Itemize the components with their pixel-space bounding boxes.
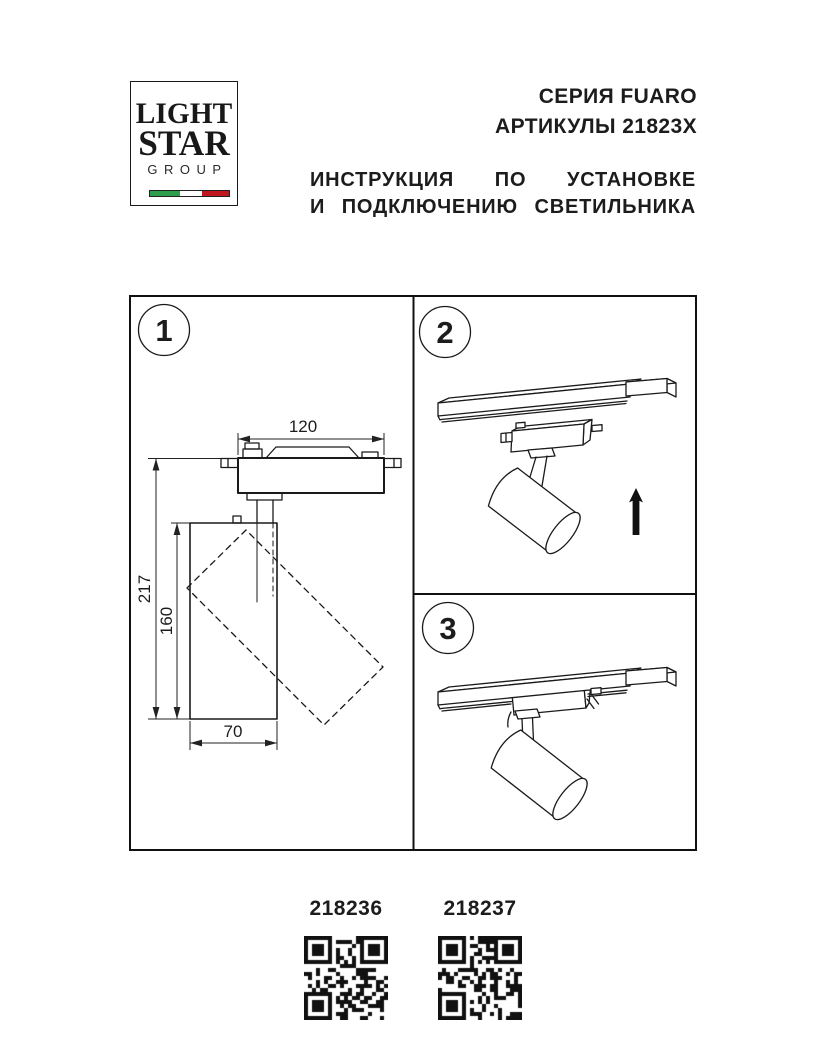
qr-code bbox=[438, 936, 522, 1020]
logo-word-light: LIGHT bbox=[135, 97, 233, 130]
flag-red-segment bbox=[202, 191, 229, 196]
panel-1-drawing bbox=[135, 417, 401, 750]
panel-3-badge bbox=[423, 603, 474, 654]
track-adapter bbox=[501, 420, 602, 453]
panel-2-badge bbox=[420, 307, 471, 358]
dimension-label-total-height: 217 bbox=[135, 574, 154, 604]
series-block bbox=[495, 82, 697, 142]
instruction-line-1: ИНСТРУКЦИЯ ПО УСТАНОВКЕ bbox=[310, 169, 696, 191]
dimension-label-body-width: 70 bbox=[223, 722, 243, 741]
flag-green-segment bbox=[150, 191, 180, 196]
figure-frame bbox=[130, 296, 696, 850]
figure-grid bbox=[129, 295, 697, 851]
up-arrow-icon bbox=[629, 488, 643, 535]
dimension-label-adapter-width: 120 bbox=[288, 417, 318, 436]
dimension-label-body-height: 160 bbox=[157, 606, 176, 636]
panel-1-badge bbox=[139, 305, 190, 356]
panel-3-number: 3 bbox=[439, 611, 457, 646]
series-title: СЕРИЯ FUARO bbox=[538, 85, 697, 108]
product-218237 bbox=[438, 897, 522, 1020]
product-code: 218237 bbox=[443, 897, 517, 920]
qr-code bbox=[304, 936, 388, 1020]
italian-flag-bar bbox=[149, 190, 230, 197]
logo-word-group: GROUP bbox=[147, 162, 228, 177]
lightstar-logo bbox=[130, 81, 238, 206]
spotlight-installed bbox=[491, 709, 593, 825]
product-code: 218236 bbox=[309, 897, 383, 920]
articles-title: АРТИКУЛЫ 21823X bbox=[495, 115, 697, 138]
instruction-heading bbox=[310, 167, 696, 221]
dashed-rotation-outline bbox=[187, 530, 383, 725]
dimension-lines bbox=[148, 433, 384, 750]
panel-2-number: 2 bbox=[436, 315, 454, 350]
panel-3-drawing bbox=[438, 668, 676, 825]
spotlight-body-side-view bbox=[190, 516, 277, 719]
flag-white-segment bbox=[180, 191, 202, 196]
logo-word-star: STAR bbox=[138, 123, 230, 163]
product-218236 bbox=[304, 897, 388, 1020]
adapter-side-tab bbox=[591, 688, 601, 695]
panel-2-drawing bbox=[438, 379, 676, 559]
panel-1-number: 1 bbox=[155, 313, 173, 348]
spotlight bbox=[488, 448, 585, 559]
instruction-line-2: И ПОДКЛЮЧЕНИЮ СВЕТИЛЬНИКА bbox=[310, 196, 696, 218]
track-rail bbox=[438, 379, 676, 423]
